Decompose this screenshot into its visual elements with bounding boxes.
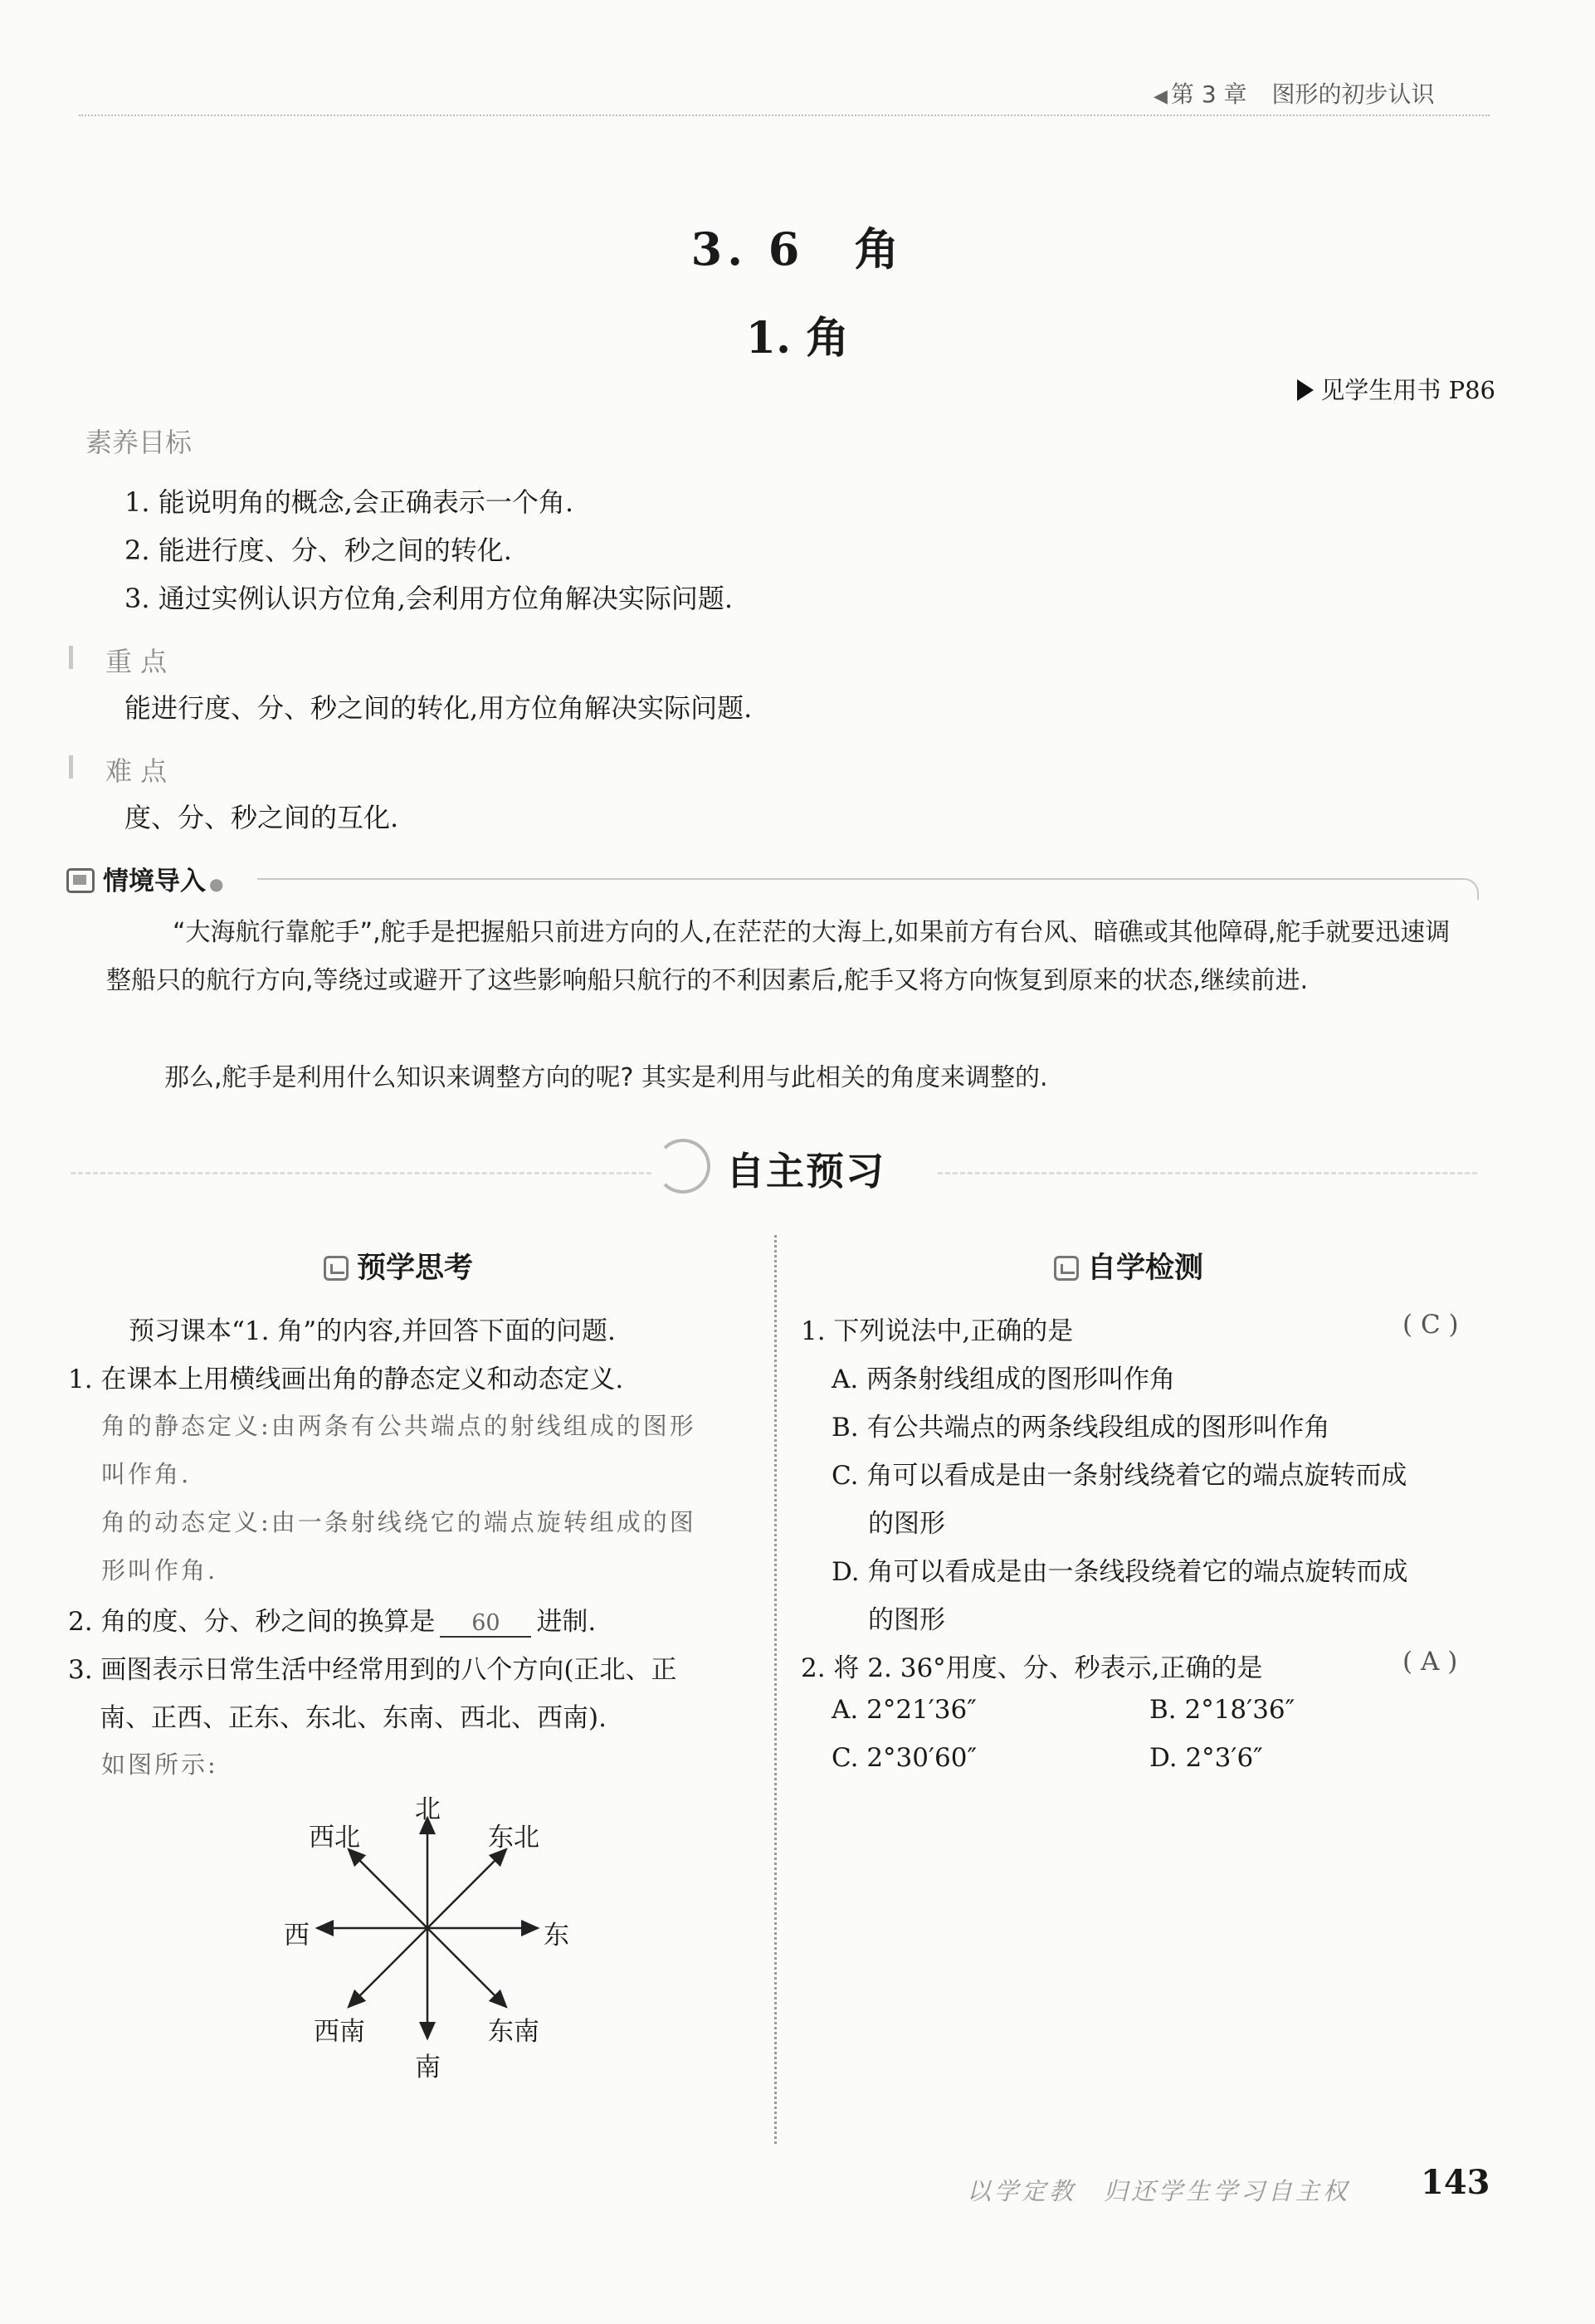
question-text: 2. 角的度、分、秒之间的换算是 (68, 1607, 436, 1637)
checklist-icon (1054, 1256, 1079, 1281)
header-rule (79, 115, 1490, 116)
preview-intro: 预习课本“1. 角”的内容,并回答下面的问题. (129, 1316, 616, 1346)
handwritten-answer: 角的动态定义:由一条射线绕它的端点旋转组成的图 (101, 1508, 696, 1536)
key-point-text: 能进行度、分、秒之间的转化,用方位角解决实际问题. (124, 692, 753, 724)
column-divider (774, 1235, 777, 2144)
question-text: 进制. (536, 1607, 597, 1637)
chapter-title: 图形的初步认识 (1271, 81, 1435, 108)
intro-paragraph: 那么,舵手是利用什么知识来调整方向的呢? 其实是利用与此相关的角度来调整的. (164, 1063, 1048, 1092)
preview-question-1: 1. 在课本上用横线画出角的静态定义和动态定义. (68, 1365, 624, 1394)
preview-question-3-continued: 南、正西、正东、东北、东南、西北、西南). (100, 1703, 607, 1733)
preview-heading (324, 1245, 473, 1286)
handwritten-answer: 叫作角. (101, 1460, 192, 1488)
option-d-continued: 的图形 (868, 1605, 945, 1635)
compass-label-north: 北 (415, 1794, 441, 1824)
option-a: A. 两条射线组成的图形叫作角 (832, 1365, 1176, 1394)
left-triangle-icon: ◀ (1154, 86, 1168, 107)
intro-paragraph: “大海航行靠舵手”,舵手是把握船只前进方向的人,在茫茫的大海上,如果前方有台风、暗礁或其他障碍,舵手就要迅速调整船只的航行方向,等绕过或避开了这些影响船只航行的不利因素后,舵手又将方向恢复到原来的状态,继续前进. (106, 918, 1451, 995)
northeast-ray (427, 1849, 506, 1928)
chapter-number: 第 3 章 (1170, 81, 1247, 108)
difficult-point-heading: 难 点 (105, 755, 168, 787)
banner-swirl-icon (656, 1139, 710, 1194)
difficult-point-text: 度、分、秒之间的互化. (124, 802, 399, 833)
handwritten-answer: 形叫作角. (101, 1556, 218, 1584)
banner-title: 自主预习 (726, 1149, 885, 1194)
compass-diagram (274, 1793, 589, 2092)
footer-slogan: 以学定教 归还学生学习自主权 (967, 2177, 1351, 2205)
intro-heading (66, 860, 223, 897)
compass-label-southwest: 西南 (314, 2017, 365, 2047)
scene-icon (66, 868, 95, 893)
preview-question-3: 3. 画图表示日常生活中经常用到的八个方向(正北、正 (68, 1655, 677, 1685)
handwritten-answer: 角的静态定义:由两条有公共端点的射线组成的图形 (101, 1412, 696, 1440)
key-point-heading: 重 点 (105, 646, 168, 677)
intro-heading-label: 情境导入 (103, 867, 206, 896)
preview-heading-label: 预学思考 (357, 1252, 474, 1285)
self-test-question-1: 1. 下列说法中,正确的是 (801, 1316, 1074, 1346)
compass-label-west: 西 (284, 1921, 310, 1950)
southeast-ray (427, 1928, 506, 2007)
dot-icon: ● (209, 874, 224, 894)
play-arrow-icon (1297, 379, 1314, 401)
banner-rule-right (938, 1172, 1477, 1174)
difficult-point-marker-icon (69, 755, 73, 779)
northwest-ray (349, 1849, 427, 1928)
option-c: C. 角可以看成是由一条射线绕着它的端点旋转而成 (832, 1461, 1407, 1491)
self-test-heading (1054, 1245, 1203, 1286)
compass-label-south: 南 (415, 2053, 441, 2082)
goal-item: 1. 能说明角的概念,会正确表示一个角. (124, 486, 574, 518)
answer-choice: ( C ) (1402, 1310, 1459, 1340)
preview-question-2 (68, 1600, 596, 1638)
fill-in-blank: 60 (440, 1610, 531, 1638)
option-d: D. 2°3′6″ (1149, 1743, 1263, 1773)
preview-icon (324, 1256, 349, 1281)
page-number: 143 (1421, 2163, 1490, 2202)
goal-item: 3. 通过实例认识方位角,会利用方位角解决实际问题. (124, 583, 734, 614)
reference-note-text: 见学生用书 P86 (1320, 376, 1495, 404)
section-title: 3. 6 角 (690, 222, 905, 276)
running-header (1154, 76, 1435, 110)
option-d: D. 角可以看成是由一条线段绕着它的端点旋转而成 (832, 1557, 1408, 1587)
subsection-title: 1. 角 (745, 313, 850, 364)
reference-note (1297, 372, 1495, 406)
option-b: B. 2°18′36″ (1149, 1695, 1295, 1725)
southwest-ray (349, 1928, 427, 2007)
intro-box-rule (257, 878, 1479, 900)
compass-label-northeast: 东北 (488, 1823, 539, 1853)
option-b: B. 有公共端点的两条线段组成的图形叫作角 (832, 1413, 1330, 1443)
compass-label-southeast: 东南 (488, 2017, 539, 2047)
option-c-continued: 的图形 (868, 1509, 945, 1539)
banner-rule-left (71, 1172, 651, 1174)
goal-item: 2. 能进行度、分、秒之间的转化. (124, 535, 512, 566)
key-point-marker-icon (69, 646, 73, 669)
figure-caption: 如图所示: (101, 1750, 218, 1779)
goals-heading: 素养目标 (85, 427, 193, 458)
compass-label-northwest: 西北 (309, 1823, 360, 1853)
answer-choice: ( A ) (1402, 1647, 1458, 1677)
compass-label-east: 东 (544, 1921, 569, 1950)
option-a: A. 2°21′36″ (832, 1695, 977, 1725)
option-c: C. 2°30′60″ (832, 1743, 978, 1773)
self-test-heading-label: 自学检测 (1087, 1252, 1204, 1285)
self-test-question-2: 2. 将 2. 36°用度、分、秒表示,正确的是 (801, 1653, 1263, 1683)
